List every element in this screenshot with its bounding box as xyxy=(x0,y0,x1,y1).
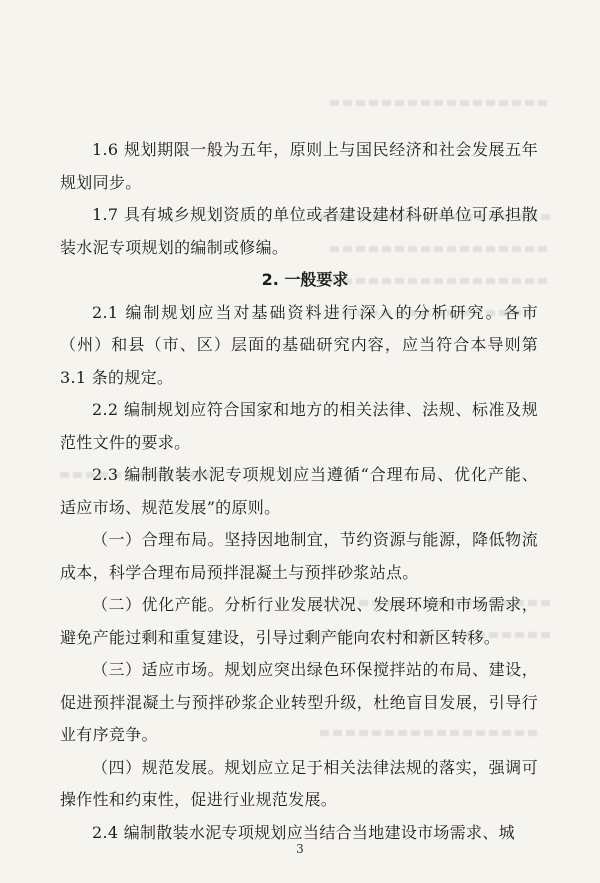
paragraph-2-1: 2.1 编制规划应当对基础资料进行深入的分析研究。各市（州）和县（市、区）层面的基础研究内容，应当符合本导则第 3.1 条的规定。 xyxy=(60,302,538,387)
paragraph-item-2: （二）优化产能。分析行业发展状况、发展环境和市场需求，避免产能过剩和重复建设，引导过剩产能向农村和新区转移。 xyxy=(60,595,538,647)
bleed-through-text xyxy=(330,100,550,106)
page-number: 3 xyxy=(296,842,304,856)
paragraph-item-4: （四）规范发展。规划应立足于相关法律法规的落实，强调可操作性和约束性，促进行业规范发展。 xyxy=(60,757,538,809)
paragraph-2-3: 2.3 编制散装水泥专项规划应当遵循“合理布局、优化产能、适应市场、规范发展”的原则。 xyxy=(60,465,538,517)
paragraph-1-7: 1.7 具有城乡规划资质的单位或者建设建材科研单位可承担散装水泥专项规划的编制或修编。 xyxy=(60,205,538,257)
paragraph-1-6: 1.6 规划期限一般为五年，原则上与国民经济和社会发展五年规划同步。 xyxy=(60,140,538,192)
document-body xyxy=(60,134,538,849)
paragraph-2-2: 2.2 编制规划应符合国家和地方的相关法律、法规、标准及规范性文件的要求。 xyxy=(60,400,538,452)
paragraph-item-3: （三）适应市场。规划应突出绿色环保搅拌站的布局、建设，促进预拌混凝土与预拌砂浆企业转型升级，杜绝盲目发展，引导行业有序竞争。 xyxy=(60,660,538,744)
paragraph-item-1: （一）合理布局。坚持因地制宜，节约资源与能源，降低物流成本，科学合理布局预拌混凝土与预拌砂浆站点。 xyxy=(60,530,538,582)
paragraph-2-4: 2.4 编制散装水泥专项规划应当结合当地建设市场需求、城 xyxy=(92,822,515,842)
section-heading: 2. 一般要求 xyxy=(261,270,349,289)
